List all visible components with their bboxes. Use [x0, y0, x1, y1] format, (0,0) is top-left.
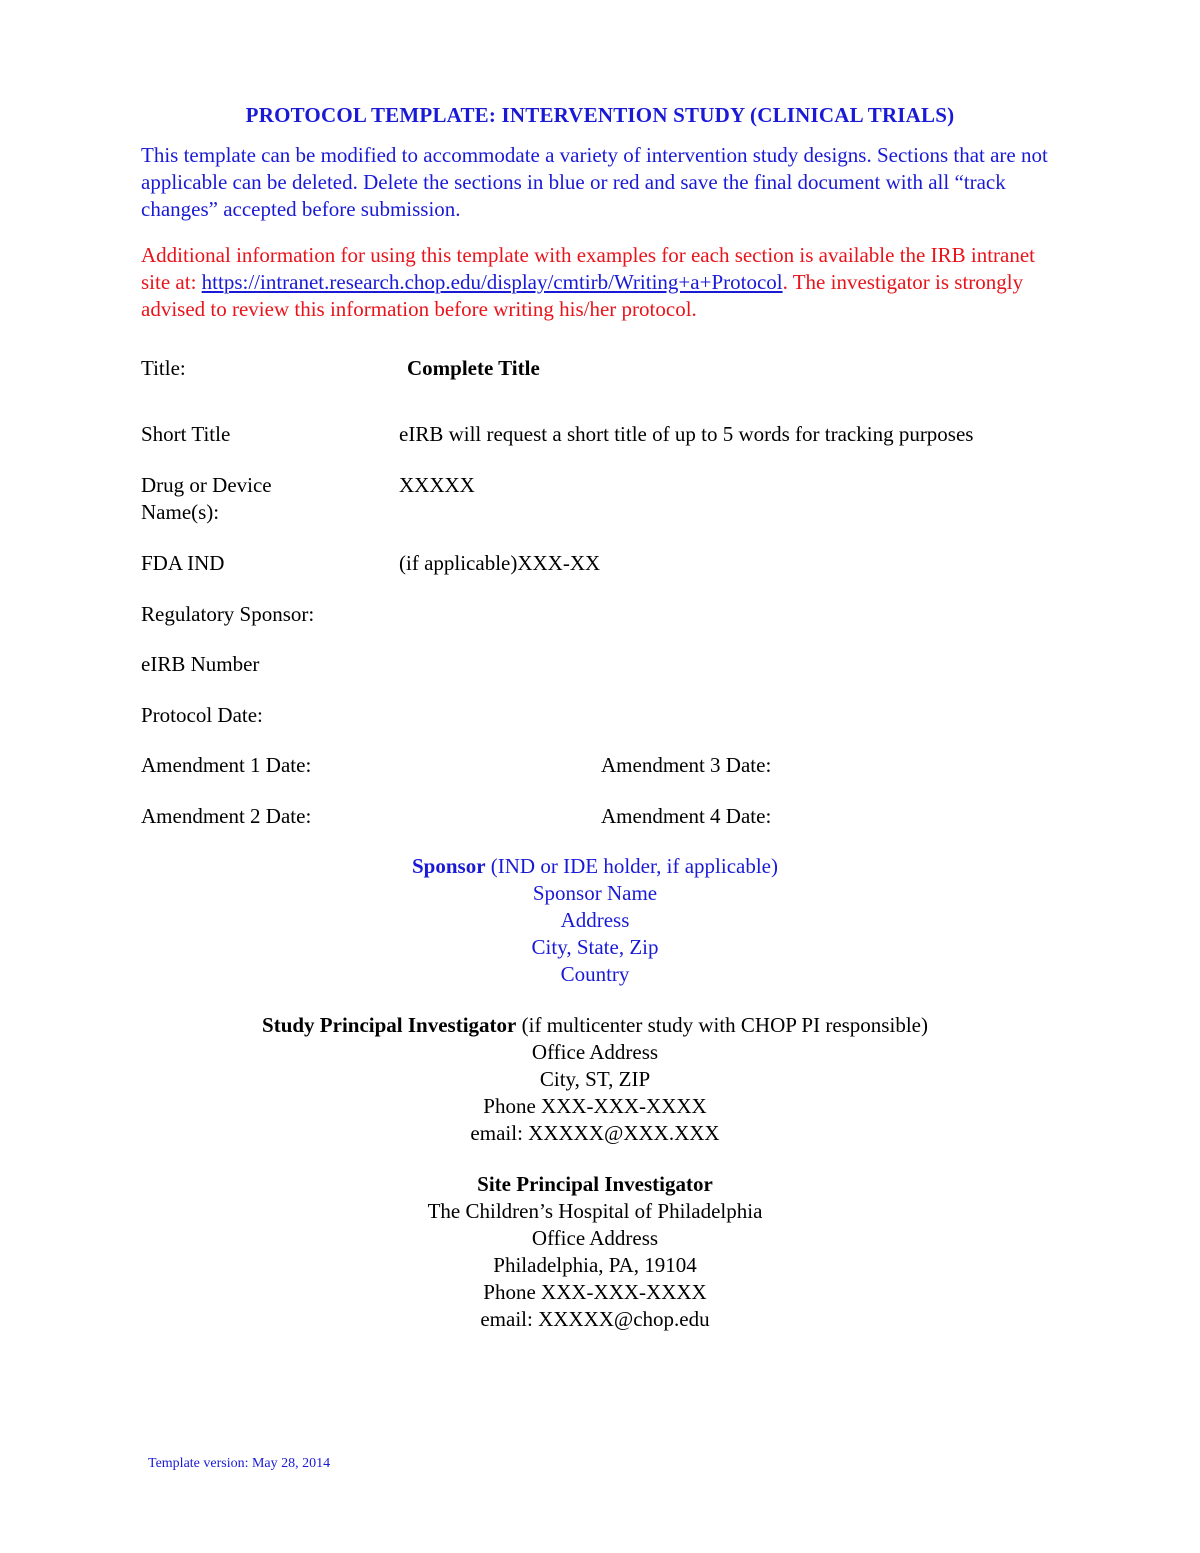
site-pi-org: The Children’s Hospital of Philadelphia [427, 1199, 763, 1223]
short-title-value: eIRB will request a short title of up to 5 words for tracking purposes [399, 422, 974, 446]
site-pi-city: Philadelphia, PA, 19104 [493, 1253, 697, 1277]
amendment-1-label: Amendment 1 Date: [141, 753, 312, 777]
intro-additional-info [141, 242, 1061, 323]
study-pi-heading [0, 1012, 1190, 1039]
study-pi-office: Office Address [531, 1040, 659, 1064]
drug-device-label-line1: Drug or Device [141, 473, 272, 497]
fda-ind-label: FDA IND [141, 551, 225, 575]
amendment-3-label: Amendment 3 Date: [601, 753, 772, 777]
drug-device-label-line2: Name(s): [141, 500, 220, 524]
study-pi-heading-note: (if multicenter study with CHOP PI responsible) [516, 1013, 928, 1037]
amendment-2-label: Amendment 2 Date: [141, 804, 312, 828]
drug-device-label [141, 472, 341, 526]
sponsor-heading-bold: Sponsor [412, 854, 486, 878]
study-pi-block [0, 1012, 1190, 1147]
site-pi-heading-bold: Site Principal Investigator [477, 1172, 713, 1196]
title-value: Complete Title [407, 356, 540, 380]
study-pi-phone: Phone XXX-XXX-XXXX [483, 1094, 707, 1118]
study-pi-email: email: XXXXX@XXX.XXX [470, 1121, 720, 1145]
site-pi-block [0, 1171, 1190, 1333]
site-pi-phone: Phone XXX-XXX-XXXX [483, 1280, 707, 1304]
sponsor-country: Country [560, 962, 630, 986]
intro-instructions: This template can be modified to accommodate a variety of intervention study designs. Sections that are not applicable can be deleted. Delete the sections in blue or red and save the final document with all “track changes” accepted before submission. [141, 143, 1048, 221]
sponsor-heading [0, 853, 1190, 880]
sponsor-name: Sponsor Name [532, 881, 658, 905]
sponsor-heading-note: (IND or IDE holder, if applicable) [485, 854, 778, 878]
template-version-footer: Template version: May 28, 2014 [148, 1456, 331, 1471]
short-title-label: Short Title [141, 422, 231, 446]
drug-device-value: XXXXX [399, 473, 475, 497]
title-label: Title: [141, 356, 186, 380]
intro-additional-text: Additional information for using this template with examples for each section is available the IRB intranet site at: [141, 243, 1036, 294]
site-pi-heading [0, 1171, 1190, 1198]
protocol-date-label: Protocol Date: [141, 703, 263, 727]
site-pi-office: Office Address [531, 1226, 659, 1250]
amendment-4-label: Amendment 4 Date: [601, 804, 772, 828]
sponsor-block [0, 853, 1190, 988]
site-pi-email: email: XXXXX@chop.edu [480, 1307, 710, 1331]
document-title: PROTOCOL TEMPLATE: INTERVENTION STUDY (CLINICAL TRIALS) [245, 103, 955, 127]
intro-additional-text-end: . The investigator is strongly advised to review this information before writing his/her protocol. [141, 270, 1024, 321]
regulatory-sponsor-label: Regulatory Sponsor: [141, 602, 315, 626]
sponsor-address: Address [560, 908, 630, 932]
eirb-number-label: eIRB Number [141, 652, 260, 676]
irb-intranet-link[interactable]: https://intranet.research.chop.edu/display/cmtirb/Writing+a+Protocol [201, 270, 783, 294]
fda-ind-value: (if applicable)XXX-XX [399, 551, 601, 575]
study-pi-heading-bold: Study Principal Investigator [262, 1013, 517, 1037]
sponsor-city: City, State, Zip [531, 935, 659, 959]
study-pi-city: City, ST, ZIP [539, 1067, 651, 1091]
